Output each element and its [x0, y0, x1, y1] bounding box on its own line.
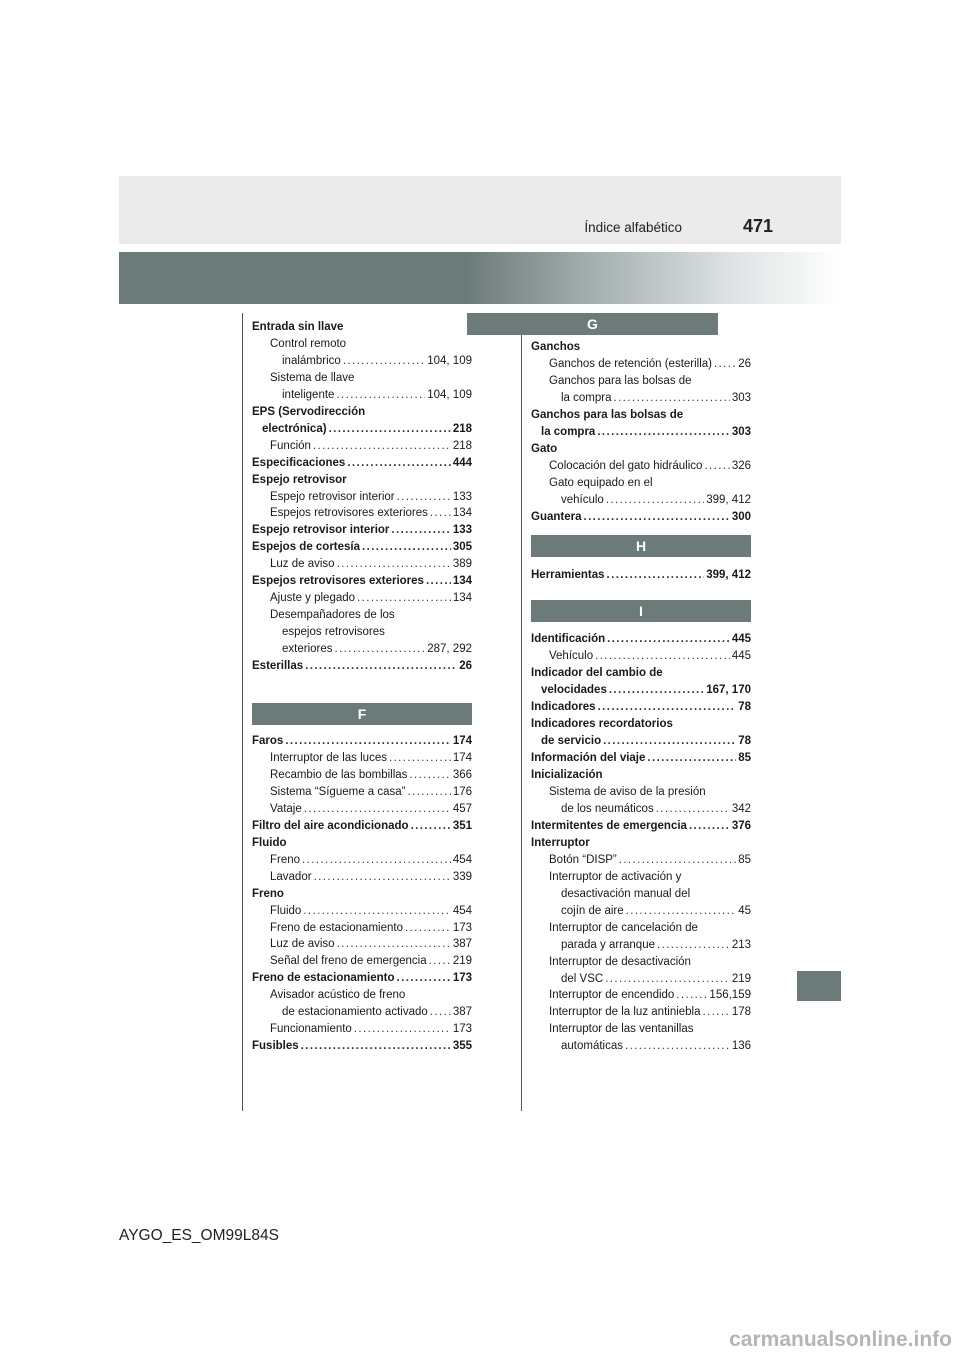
dot-leader	[411, 818, 451, 835]
dot-leader	[603, 733, 736, 750]
entry-term: Interruptor de activación y	[549, 870, 682, 883]
index-entry	[252, 903, 472, 920]
entry-term: Gato equipado en el	[549, 476, 653, 489]
dot-leader	[676, 987, 707, 1004]
dot-leader	[714, 356, 736, 373]
index-entry	[531, 818, 751, 835]
index-entry	[252, 421, 472, 438]
entry-page: 339	[452, 870, 472, 883]
index-entry	[531, 631, 751, 648]
index-entry	[531, 767, 751, 784]
entry-term: Inicialización	[531, 769, 603, 782]
entry-page: 445	[731, 633, 751, 646]
dot-leader	[285, 733, 450, 750]
entry-page: 303	[731, 425, 751, 438]
dot-leader	[625, 1038, 730, 1055]
entry-term: Interruptor de las ventanillas	[549, 1023, 694, 1036]
entry-term: Colocación del gato hidráulico	[549, 459, 703, 472]
entry-page: 173	[452, 921, 472, 934]
index-entry	[252, 852, 472, 869]
header-band	[119, 252, 841, 304]
section-title: Índice alfabético	[584, 220, 682, 235]
index-entry	[252, 733, 472, 750]
entry-term: automáticas	[561, 1040, 624, 1053]
entry-term: Ganchos para las bolsas de	[531, 408, 684, 421]
entry-page: 342	[731, 802, 751, 815]
index-entry	[531, 665, 751, 682]
entry-page: 457	[452, 802, 472, 815]
entry-page: 134	[452, 575, 472, 588]
entry-term: Avisador acústico de freno	[270, 989, 406, 1002]
entry-page: 78	[738, 735, 751, 748]
index-entry	[252, 869, 472, 886]
dot-leader	[703, 1004, 730, 1021]
entry-term: Desempañadores de los	[270, 609, 395, 622]
index-entry	[252, 936, 472, 953]
dot-leader	[619, 852, 736, 869]
entry-term: Filtro del aire acondicionado	[252, 819, 409, 832]
section-header-f	[252, 703, 472, 725]
entry-term: Lavador	[270, 870, 312, 883]
entry-page: 218	[452, 422, 472, 435]
index-entry	[531, 987, 751, 1004]
dot-leader	[357, 590, 451, 607]
entry-page: 454	[452, 904, 472, 917]
entry-page: 355	[452, 1040, 472, 1053]
entry-term: la compra	[541, 425, 596, 438]
index-entry	[531, 920, 751, 937]
index-entry	[252, 336, 472, 353]
index-entry	[252, 590, 472, 607]
section-letter: I	[639, 603, 643, 620]
entry-term: Indicadores recordatorios	[531, 718, 673, 731]
entry-page: 219	[452, 955, 472, 968]
dot-leader	[362, 539, 451, 556]
entry-term: Espejo retrovisor interior	[270, 490, 395, 503]
chapter-tab-marker	[797, 971, 841, 1001]
entry-term: EPS (Servodirección	[252, 405, 366, 418]
dot-leader	[429, 953, 451, 970]
entry-page: 326	[731, 459, 751, 472]
entry-page: 156,159	[709, 989, 751, 1002]
entry-page: 305	[452, 541, 472, 554]
index-entry	[531, 441, 751, 458]
index-entry	[252, 886, 472, 903]
index-entry	[531, 1021, 751, 1038]
entry-page: 399, 412	[706, 569, 751, 582]
dot-leader	[409, 767, 450, 784]
section-letter: G	[587, 316, 598, 332]
section-header-h	[531, 535, 751, 557]
entry-term: Botón “DISP”	[549, 853, 617, 866]
dot-leader	[657, 937, 730, 954]
dot-leader	[704, 458, 729, 475]
entry-term: inalámbrico	[282, 354, 341, 367]
entry-page: 218	[452, 439, 472, 452]
entry-term: Interruptor de la luz antiniebla	[549, 1006, 701, 1019]
index-entry	[531, 903, 751, 920]
dot-leader	[408, 784, 451, 801]
index-entry	[252, 641, 472, 658]
entry-page: 133	[452, 524, 472, 537]
dot-leader	[430, 1004, 451, 1021]
entry-term: inteligente	[282, 388, 335, 401]
entry-term: Espejo retrovisor	[252, 473, 347, 486]
entry-page: 104, 109	[427, 354, 472, 367]
dot-leader	[313, 438, 451, 455]
index-entry	[252, 920, 472, 937]
entry-term: espejos retrovisores	[282, 626, 385, 639]
entry-term: Control remoto	[270, 337, 347, 350]
entry-term: Ajuste y plegado	[270, 592, 356, 605]
index-entry	[252, 835, 472, 852]
dot-leader	[609, 682, 704, 699]
dot-leader	[656, 801, 730, 818]
entry-page: 85	[738, 853, 751, 866]
dot-leader	[337, 556, 451, 573]
dot-leader	[598, 699, 737, 716]
entry-term: Gato	[531, 442, 558, 455]
dot-leader	[607, 567, 705, 584]
index-entry	[252, 658, 472, 675]
entry-page: 174	[452, 735, 472, 748]
dot-leader	[426, 573, 451, 590]
dot-leader	[303, 903, 450, 920]
entry-term: Indicadores	[531, 701, 596, 714]
entry-term: Función	[270, 439, 311, 452]
entry-term: cojín de aire	[561, 904, 624, 917]
dot-leader	[595, 648, 730, 665]
right-column-rule	[521, 313, 522, 1111]
entry-page: 173	[452, 1023, 472, 1036]
index-entry	[252, 1038, 472, 1055]
entry-term: Intermitentes de emergencia	[531, 819, 687, 832]
dot-leader	[391, 522, 450, 539]
entry-term: de los neumáticos	[561, 802, 654, 815]
entry-page: 389	[452, 558, 472, 571]
entry-term: Fluido	[252, 836, 287, 849]
entry-term: Espejos retrovisores exteriores	[252, 575, 424, 588]
index-entry	[252, 767, 472, 784]
entry-page: 104, 109	[427, 388, 472, 401]
index-entry	[252, 522, 472, 539]
index-column-left	[252, 319, 472, 1055]
entry-term: Espejos retrovisores exteriores	[270, 507, 428, 520]
entry-term: Espejos de cortesía	[252, 541, 361, 554]
index-entry	[531, 801, 751, 818]
entry-page: 85	[738, 752, 751, 765]
entry-page: 134	[452, 592, 472, 605]
entry-term: Sistema “Sígueme a casa”	[270, 785, 406, 798]
entry-term: Interruptor de cancelación de	[549, 921, 698, 934]
entry-term: Faros	[252, 735, 284, 748]
dot-leader	[305, 658, 457, 675]
dot-leader	[389, 750, 451, 767]
entry-term: Fluido	[270, 904, 302, 917]
entry-page: 26	[738, 357, 751, 370]
entry-term: Ganchos	[531, 341, 581, 353]
entry-term: Identificación	[531, 633, 606, 646]
index-entry	[531, 750, 751, 767]
entry-page: 303	[731, 391, 751, 404]
entry-term: parada y arranque	[561, 938, 655, 951]
document-code: AYGO_ES_OM99L84S	[119, 1227, 279, 1244]
index-column-right	[531, 339, 751, 1055]
index-entry	[531, 373, 751, 390]
entry-term: Sistema de llave	[270, 371, 355, 384]
entry-term: Funcionamiento	[270, 1023, 352, 1036]
entry-page: 300	[731, 510, 751, 523]
index-entry	[252, 1021, 472, 1038]
dot-leader	[405, 920, 451, 937]
entry-page: 366	[452, 768, 472, 781]
index-entry	[252, 607, 472, 624]
dot-leader	[329, 421, 451, 438]
index-entry	[252, 1004, 472, 1021]
entry-term: Esterillas	[252, 660, 304, 673]
entry-page: 219	[731, 972, 751, 985]
index-entry	[252, 455, 472, 472]
dot-leader	[607, 631, 730, 648]
entry-page: 445	[731, 650, 751, 663]
entry-term: Vehículo	[549, 650, 594, 663]
entry-term: Interruptor de encendido	[549, 989, 675, 1002]
index-entry	[252, 970, 472, 987]
dot-leader	[614, 390, 730, 407]
dot-leader	[336, 387, 425, 404]
dot-leader	[605, 971, 730, 988]
index-entry	[531, 886, 751, 903]
entry-page: 351	[452, 819, 472, 832]
entry-term: Freno de estacionamiento	[270, 921, 403, 934]
index-entry	[531, 852, 751, 869]
left-column-rule	[242, 313, 243, 1111]
index-entry	[252, 370, 472, 387]
section-letter: F	[357, 706, 367, 723]
entry-term: Interruptor de desactivación	[549, 955, 691, 968]
dot-leader	[314, 869, 451, 886]
index-entry	[531, 954, 751, 971]
index-entry	[252, 556, 472, 573]
section-header-g	[467, 313, 718, 335]
entry-page: 213	[731, 938, 751, 951]
entry-term: Guantera	[531, 510, 582, 523]
index-entry	[531, 475, 751, 492]
index-entry	[252, 953, 472, 970]
index-entry	[531, 390, 751, 407]
entry-term: Luz de aviso	[270, 938, 335, 951]
entry-term: Interruptor	[531, 836, 590, 849]
entry-term: Fusibles	[252, 1040, 299, 1053]
dot-leader	[647, 750, 736, 767]
entry-page: 399, 412	[706, 493, 751, 506]
index-entry	[531, 716, 751, 733]
index-entry	[531, 682, 751, 699]
entry-term: de servicio	[541, 735, 602, 748]
dot-leader	[335, 641, 426, 658]
dot-leader	[301, 1038, 451, 1055]
index-entry	[531, 509, 751, 526]
entry-term: Información del viaje	[531, 752, 646, 765]
entry-term: velocidades	[541, 684, 607, 697]
entry-page: 136	[731, 1040, 751, 1053]
entry-page: 26	[459, 660, 472, 673]
watermark: carmanualsonline.info	[729, 1328, 952, 1351]
index-entry	[531, 869, 751, 886]
index-entry	[252, 472, 472, 489]
dot-leader	[354, 1021, 451, 1038]
entry-term: Sistema de aviso de la presión	[549, 786, 706, 799]
index-entry	[252, 319, 472, 336]
entry-page: 134	[452, 507, 472, 520]
index-entry	[252, 353, 472, 370]
dot-leader	[337, 936, 451, 953]
entry-term: la compra	[561, 391, 612, 404]
entry-term: de estacionamiento activado	[282, 1006, 428, 1019]
page-header	[119, 176, 841, 244]
entry-term: Freno	[252, 887, 284, 900]
index-entry	[531, 424, 751, 441]
index-entry	[531, 648, 751, 665]
entry-page: 444	[452, 456, 472, 469]
entry-page: 176	[452, 785, 472, 798]
index-entry	[531, 733, 751, 750]
entry-term: Espejo retrovisor interior	[252, 524, 390, 537]
index-entry	[531, 458, 751, 475]
dot-leader	[397, 489, 451, 506]
index-entry	[252, 387, 472, 404]
entry-term: Indicador del cambio de	[531, 667, 663, 680]
entry-term: Ganchos para las bolsas de	[549, 374, 692, 387]
entry-page: 133	[452, 490, 472, 503]
entry-page: 45	[738, 904, 751, 917]
entry-term: exteriores	[282, 643, 333, 656]
index-entry	[252, 624, 472, 641]
dot-leader	[626, 903, 737, 920]
dot-leader	[302, 852, 451, 869]
dot-leader	[584, 509, 730, 526]
index-entry	[531, 492, 751, 509]
index-entry	[531, 407, 751, 424]
entry-term: desactivación manual del	[561, 887, 691, 900]
dot-leader	[347, 455, 450, 472]
entry-page: 167, 170	[706, 684, 751, 697]
entry-page: 287, 292	[427, 643, 472, 656]
entry-page: 78	[738, 701, 751, 714]
entry-page: 454	[452, 853, 472, 866]
index-entry	[531, 835, 751, 852]
dot-leader	[689, 818, 730, 835]
index-entry	[531, 1038, 751, 1055]
page-number: 471	[742, 216, 773, 236]
entry-page: 376	[731, 819, 751, 832]
index-entry	[252, 784, 472, 801]
dot-leader	[597, 424, 729, 441]
index-entry	[252, 505, 472, 522]
dot-leader	[304, 801, 451, 818]
entry-term: Interruptor de las luces	[270, 751, 387, 764]
index-entry	[252, 801, 472, 818]
index-entry	[531, 1004, 751, 1021]
entry-term: Entrada sin llave	[252, 321, 344, 333]
index-entry	[252, 539, 472, 556]
entry-term: del VSC	[561, 972, 604, 985]
index-entry	[531, 339, 751, 356]
entry-term: Ganchos de retención (esterilla)	[549, 357, 712, 370]
index-entry	[531, 699, 751, 716]
index-entry	[252, 818, 472, 835]
entry-term: Recambio de las bombillas	[270, 768, 408, 781]
dot-leader	[397, 970, 451, 987]
index-entry	[531, 567, 751, 584]
section-letter: H	[635, 538, 647, 555]
index-entry	[252, 750, 472, 767]
entry-page: 174	[452, 751, 472, 764]
entry-term: vehículo	[561, 493, 604, 506]
entry-term: Freno	[270, 853, 301, 866]
index-entry	[531, 356, 751, 373]
index-entry	[531, 971, 751, 988]
index-entry	[252, 489, 472, 506]
dot-leader	[430, 505, 451, 522]
index-entry	[252, 573, 472, 590]
section-header-i	[531, 600, 751, 622]
index-entry	[531, 937, 751, 954]
entry-page: 173	[452, 972, 472, 985]
dot-leader	[343, 353, 425, 370]
entry-term: electrónica)	[262, 422, 327, 435]
entry-page: 387	[452, 1006, 472, 1019]
entry-term: Luz de aviso	[270, 558, 335, 571]
index-entry	[252, 987, 472, 1004]
entry-page: 178	[731, 1006, 751, 1019]
entry-term: Señal del freno de emergencia	[270, 955, 427, 968]
entry-term: Freno de estacionamiento	[252, 972, 395, 985]
index-entry	[252, 404, 472, 421]
entry-term: Vataje	[270, 802, 302, 815]
entry-page: 387	[452, 938, 472, 951]
entry-term: Especificaciones	[252, 456, 346, 469]
dot-leader	[606, 492, 704, 509]
index-entry	[531, 784, 751, 801]
entry-term: Herramientas	[531, 569, 605, 582]
index-entry	[252, 438, 472, 455]
